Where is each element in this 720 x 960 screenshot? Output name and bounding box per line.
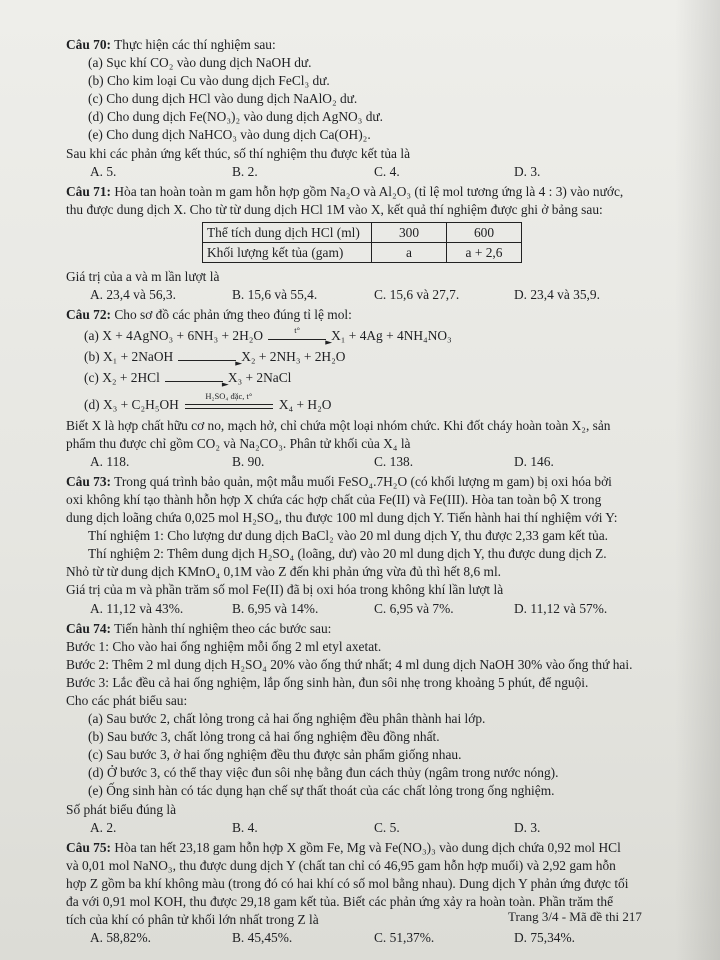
q74-statement-c: (c) Sau bước 3, ở hai ống nghiệm đều thu được sản phẩm giống nhau. [88, 747, 462, 763]
table-row [203, 242, 522, 262]
q70-options [66, 163, 670, 181]
arrow-icon [268, 325, 326, 340]
option-c: C. 5. [374, 819, 400, 835]
table-cell: a [372, 242, 447, 262]
q73-ask: Giá trị của m và phần trăm số mol Fe(II) đã bị oxi hóa trong không khí lần lượt là [66, 582, 504, 598]
q74-statement-d: (d) Ở bước 3, có thể thay việc đun sôi nhẹ bằng đun cách thủy (ngâm trong nước nóng). [88, 765, 559, 781]
question-73-heading: Câu 73: [66, 473, 112, 489]
q72-info-2: phẩm thu được chỉ gồm CO₂ và Na₂CO₃. Phân tử khối của X₄ là [66, 435, 411, 451]
q74-statement-e: (e) Ống sinh hàn có tác dụng hạn chế sự thất thoát của các chất lỏng trong ống nghiệm. [88, 783, 555, 799]
reaction-b-right: X₂ + 2NH₃ + 2H₂O [241, 349, 346, 365]
reaction-c-left: (c) X₂ + 2HCl [84, 370, 160, 386]
question-74-stem: Tiến hành thí nghiệm theo các bước sau: [114, 620, 332, 636]
table-row [203, 222, 522, 242]
q72-options [66, 453, 670, 471]
question-70-stem: Thực hiện các thí nghiệm sau: [114, 37, 276, 52]
question-75-stem-5: tích của khí có phân tử khối lớn nhất trong Z là [66, 912, 319, 928]
question-73-stem-3: dung dịch loãng chứa 0,025 mol H₂SO₄, thu được 100 ml dung dịch Y. Tiến hành hai thí nghiệm với Y: [66, 510, 618, 526]
q74-step-3: Bước 3: Lắc đều cả hai ống nghiệm, lắp ống sinh hàn, đun sôi nhẹ trong khoảng 5 phút, để nguội. [66, 674, 589, 690]
option-c: C. 51,37%. [374, 930, 435, 946]
table-cell: 300 [372, 222, 447, 242]
question-75-heading: Câu 75: [66, 839, 112, 855]
table-cell: Khối lượng kết tủa (gam) [203, 242, 372, 262]
q70-item-e: (e) Cho dung dịch NaHCO₃ vào dung dịch Ca(OH)₂. [88, 127, 371, 143]
question-73 [66, 473, 670, 618]
q74-intro: Cho các phát biểu sau: [66, 693, 188, 708]
q74-statement-a: (a) Sau bước 2, chất lỏng trong cả hai ống nghiệm đều phân thành hai lớp. [88, 711, 486, 727]
equilibrium-arrow-icon [185, 390, 273, 409]
reaction-d-right: X₄ + H₂O [278, 396, 332, 412]
question-74 [66, 620, 670, 837]
table-cell: 600 [447, 222, 522, 242]
option-c: C. 6,95 và 7%. [374, 600, 454, 616]
option-c: C. 138. [374, 453, 414, 469]
option-d: D. 3. [514, 163, 541, 179]
option-c: C. 4. [374, 163, 400, 179]
question-72 [66, 306, 670, 471]
q70-item-b: (b) Cho kim loại Cu vào dung dịch FeCl₃ dư. [88, 73, 330, 89]
q74-options [66, 819, 670, 837]
option-b: B. 2. [232, 163, 258, 179]
option-b: B. 45,45%. [232, 930, 293, 946]
question-75 [66, 839, 670, 948]
q72-info-1: Biết X là hợp chất hữu cơ no, mạch hở, chỉ chứa một loại nhóm chức. Khi đốt cháy hoàn toàn X₂, sản [66, 417, 611, 433]
question-73-stem-2: oxi không khí tạo thành hỗn hợp X chứa các hợp chất của Fe(II) và Fe(III). Hòa tan toàn bộ X trong [66, 491, 602, 507]
option-a: A. 5. [90, 163, 117, 179]
q71-options [66, 286, 670, 304]
option-d: D. 23,4 và 35,9. [514, 287, 600, 303]
q74-step-1: Bước 1: Cho vào hai ống nghiệm mỗi ống 2 ml etyl axetat. [66, 638, 382, 654]
question-71-stem-2: thu được dung dịch X. Cho từ từ dung dịch HCl 1M vào X, kết quả thí nghiệm được ghi ở bảng sau: [66, 201, 603, 217]
table-cell: Thể tích dung dịch HCl (ml) [203, 222, 372, 242]
q70-item-c: (c) Cho dung dịch HCl vào dung dịch NaAlO₂ dư. [88, 91, 358, 107]
option-d: D. 11,12 và 57%. [514, 600, 608, 616]
table-cell: a + 2,6 [447, 242, 522, 262]
q73-experiment-1: Thí nghiệm 1: Cho lượng dư dung dịch BaCl₂ vào 20 ml dung dịch Y, thu được 2,33 gam kết tủa. [88, 528, 609, 544]
q74-ask: Số phát biểu đúng là [66, 801, 177, 817]
reaction-b-left: (b) X₁ + 2NaOH [84, 349, 174, 365]
question-71 [66, 183, 670, 304]
q75-options [66, 929, 670, 947]
reaction-a-left: (a) X + 4AgNO₃ + 6NH₃ + 2H₂O [84, 328, 264, 344]
option-b: B. 4. [232, 819, 258, 835]
arrow-icon [165, 373, 223, 382]
q73-options [66, 600, 670, 618]
option-b: B. 90. [232, 453, 265, 469]
option-a: A. 58,82%. [90, 930, 151, 946]
question-71-stem-1: Hòa tan hoàn toàn m gam hỗn hợp gồm Na₂O và Al₂O₃ (tỉ lệ mol tương ứng là 4 : 3) vào nước, [114, 183, 624, 199]
reaction-a [66, 327, 670, 345]
question-75-stem-1: Hòa tan hết 23,18 gam hỗn hợp X gồm Fe, Mg và Fe(NO₃)₃ vào dung dịch chứa 0,92 mol HCl [114, 839, 621, 855]
page-footer: Trang 3/4 - Mã đề thi 217 [508, 909, 642, 924]
q73-experiment-2-cont: Nhỏ từ từ dung dịch KMnO₄ 0,1M vào Z đến khi phản ứng vừa đủ thì hết 8,6 ml. [66, 564, 502, 580]
question-75-stem-3: hợp Z gồm ba khí không màu (trong đó có hai khí có số mol bằng nhau). Dung dịch Y phản ứng được tối [66, 875, 629, 891]
question-72-stem: Cho sơ đồ các phản ứng theo đúng tỉ lệ mol: [114, 307, 352, 323]
option-d: D. 3. [514, 819, 541, 835]
reaction-c [66, 369, 670, 387]
option-d: D. 75,34%. [514, 930, 575, 946]
q70-item-a: (a) Sục khí CO₂ vào dung dịch NaOH dư. [88, 55, 312, 71]
question-75-stem-4: đa với 0,91 mol KOH, thu được 29,18 gam kết tủa. Biết các phản ứng xảy ra hoàn toàn. Phần trăm thể [66, 894, 614, 910]
option-a: A. 11,12 và 43%. [90, 600, 184, 616]
question-75-stem-2: và 0,01 mol NaNO₃, thu được dung dịch Y (chất tan chỉ có 46,95 gam hỗn hợp muối) và 2,92 gam hỗn [66, 857, 616, 873]
reaction-a-right: X₁ + 4Ag + 4NH₄NO₃ [331, 328, 452, 344]
option-d: D. 146. [514, 453, 554, 469]
reaction-d-condition: H₂SO₄ đặc, t° [205, 390, 253, 401]
q70-item-d: (d) Cho dung dịch Fe(NO₃)₂ vào dung dịch AgNO₃ dư. [88, 109, 383, 125]
q74-step-2: Bước 2: Thêm 2 ml dung dịch H₂SO₄ 20% vào ống thứ nhất; 4 ml dung dịch NaOH 30% vào ống thứ hai. [66, 656, 633, 672]
q74-statement-b: (b) Sau bước 3, chất lỏng trong cả hai ống nghiệm đều đồng nhất. [88, 729, 440, 745]
reaction-b [66, 348, 670, 366]
question-73-stem-1: Trong quá trình bảo quản, một mẫu muối FeSO₄.7H₂O (có khối lượng m gam) bị oxi hóa bởi [114, 473, 612, 489]
reaction-d-left: (d) X₃ + C₂H₅OH [84, 396, 179, 412]
question-70-heading: Câu 70: [66, 37, 112, 52]
option-a: A. 23,4 và 56,3. [90, 287, 176, 303]
question-71-heading: Câu 71: [66, 183, 112, 199]
option-b: B. 6,95 và 14%. [232, 600, 319, 616]
arrow-icon [178, 352, 236, 361]
option-c: C. 15,6 và 27,7. [374, 287, 460, 303]
question-70 [66, 36, 670, 181]
q73-experiment-2: Thí nghiệm 2: Thêm dung dịch H₂SO₄ (loãng, dư) vào 20 ml dung dịch Y, thu được dung dịch Z. [88, 546, 607, 562]
reaction-a-condition: t° [294, 325, 300, 336]
question-74-heading: Câu 74: [66, 620, 112, 636]
q71-ask: Giá trị của a và m lần lượt là [66, 268, 220, 284]
q71-data-table [202, 222, 522, 263]
option-b: B. 15,6 và 55,4. [232, 287, 318, 303]
reaction-d [66, 390, 670, 414]
option-a: A. 2. [90, 819, 117, 835]
reaction-c-right: X₃ + 2NaCl [227, 370, 292, 386]
option-a: A. 118. [90, 453, 130, 469]
q70-ask: Sau khi các phản ứng kết thúc, số thí nghiệm thu được kết tủa là [66, 145, 411, 161]
question-72-heading: Câu 72: [66, 307, 112, 323]
